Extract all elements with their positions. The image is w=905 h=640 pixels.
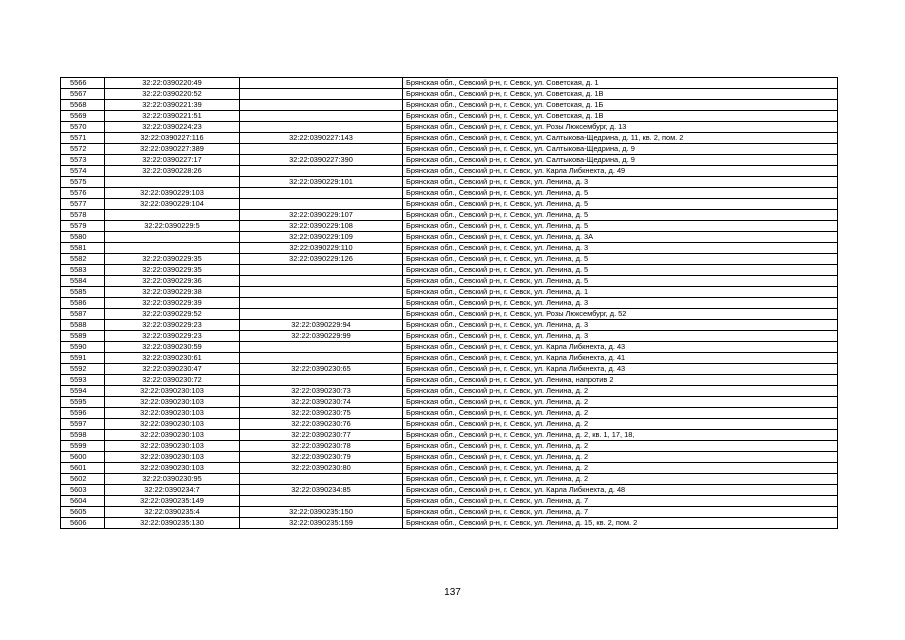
object-cadastral-number-cell — [240, 342, 403, 353]
address-cell: Брянская обл., Севский р-н, г. Севск, ул. Ленина, д. 7 — [403, 507, 838, 518]
row-number-cell: 5580 — [61, 232, 105, 243]
cadastral-number-cell: 32:22:0390220:49 — [105, 78, 240, 89]
object-cadastral-number-cell — [240, 111, 403, 122]
object-cadastral-number-cell: 32:22:0390229:107 — [240, 210, 403, 221]
table-row — [61, 298, 838, 309]
row-number-cell: 5592 — [61, 364, 105, 375]
object-cadastral-number-cell — [240, 298, 403, 309]
table-row — [61, 89, 838, 100]
table-row — [61, 320, 838, 331]
address-cell: Брянская обл., Севский р-н, г. Севск, ул. Советская, д. 1В — [403, 111, 838, 122]
object-cadastral-number-cell: 32:22:0390230:80 — [240, 463, 403, 474]
table-row — [61, 430, 838, 441]
table-row — [61, 177, 838, 188]
object-cadastral-number-cell — [240, 496, 403, 507]
cadastral-number-cell — [105, 243, 240, 254]
object-cadastral-number-cell: 32:22:0390229:109 — [240, 232, 403, 243]
object-cadastral-number-cell: 32:22:0390227:143 — [240, 133, 403, 144]
object-cadastral-number-cell — [240, 474, 403, 485]
object-cadastral-number-cell: 32:22:0390230:74 — [240, 397, 403, 408]
object-cadastral-number-cell: 32:22:0390229:110 — [240, 243, 403, 254]
address-cell: Брянская обл., Севский р-н, г. Севск, ул. Ленина, д. 5 — [403, 265, 838, 276]
address-cell: Брянская обл., Севский р-н, г. Севск, ул. Ленина, д. 3 — [403, 331, 838, 342]
cadastral-number-cell: 32:22:0390229:23 — [105, 331, 240, 342]
cadastral-number-cell: 32:22:0390230:95 — [105, 474, 240, 485]
table-row — [61, 419, 838, 430]
object-cadastral-number-cell — [240, 89, 403, 100]
cadastral-number-cell: 32:22:0390224:23 — [105, 122, 240, 133]
row-number-cell: 5602 — [61, 474, 105, 485]
table-row — [61, 342, 838, 353]
row-number-cell: 5569 — [61, 111, 105, 122]
table-row — [61, 331, 838, 342]
cadastral-number-cell: 32:22:0390229:104 — [105, 199, 240, 210]
row-number-cell: 5583 — [61, 265, 105, 276]
object-cadastral-number-cell: 32:22:0390230:65 — [240, 364, 403, 375]
table-row — [61, 408, 838, 419]
table-row — [61, 496, 838, 507]
cadastral-number-cell: 32:22:0390230:47 — [105, 364, 240, 375]
table-row — [61, 397, 838, 408]
cadastral-number-cell: 32:22:0390229:52 — [105, 309, 240, 320]
address-cell: Брянская обл., Севский р-н, г. Севск, ул. Ленина, напротив 2 — [403, 375, 838, 386]
cadastral-number-cell: 32:22:0390229:103 — [105, 188, 240, 199]
cadastral-number-cell: 32:22:0390229:38 — [105, 287, 240, 298]
object-cadastral-number-cell — [240, 287, 403, 298]
row-number-cell: 5581 — [61, 243, 105, 254]
registry-table — [60, 77, 838, 529]
table-row — [61, 122, 838, 133]
address-cell: Брянская обл., Севский р-н, г. Севск, ул. Ленина, д. 2 — [403, 408, 838, 419]
address-cell: Брянская обл., Севский р-н, г. Севск, ул. Ленина, д. 7 — [403, 496, 838, 507]
address-cell: Брянская обл., Севский р-н, г. Севск, ул. Розы Люксембург, д. 52 — [403, 309, 838, 320]
object-cadastral-number-cell: 32:22:0390230:78 — [240, 441, 403, 452]
cadastral-number-cell: 32:22:0390227:116 — [105, 133, 240, 144]
cadastral-number-cell: 32:22:0390235:4 — [105, 507, 240, 518]
address-cell: Брянская обл., Севский р-н, г. Севск, ул. Ленина, д. 3 — [403, 320, 838, 331]
cadastral-number-cell: 32:22:0390229:36 — [105, 276, 240, 287]
address-cell: Брянская обл., Севский р-н, г. Севск, ул. Ленина, д. 2 — [403, 419, 838, 430]
cadastral-number-cell: 32:22:0390229:5 — [105, 221, 240, 232]
cadastral-number-cell — [105, 232, 240, 243]
cadastral-number-cell: 32:22:0390220:52 — [105, 89, 240, 100]
row-number-cell: 5606 — [61, 518, 105, 529]
address-cell: Брянская обл., Севский р-н, г. Севск, ул. Ленина, д. 2 — [403, 474, 838, 485]
table-row — [61, 441, 838, 452]
address-cell: Брянская обл., Севский р-н, г. Севск, ул. Розы Люксембург, д. 13 — [403, 122, 838, 133]
object-cadastral-number-cell: 32:22:0390230:75 — [240, 408, 403, 419]
address-cell: Брянская обл., Севский р-н, г. Севск, ул. Ленина, д. 3 — [403, 177, 838, 188]
address-cell: Брянская обл., Севский р-н, г. Севск, ул. Ленина, д. 2 — [403, 452, 838, 463]
row-number-cell: 5590 — [61, 342, 105, 353]
cadastral-number-cell: 32:22:0390230:103 — [105, 441, 240, 452]
table-row — [61, 254, 838, 265]
cadastral-number-cell: 32:22:0390230:59 — [105, 342, 240, 353]
table-row — [61, 78, 838, 89]
address-cell: Брянская обл., Севский р-н, г. Севск, ул. Ленина, д. 2, кв. 1, 17, 18, — [403, 430, 838, 441]
cadastral-number-cell: 32:22:0390227:17 — [105, 155, 240, 166]
table-row — [61, 144, 838, 155]
object-cadastral-number-cell: 32:22:0390235:159 — [240, 518, 403, 529]
row-number-cell: 5572 — [61, 144, 105, 155]
row-number-cell: 5576 — [61, 188, 105, 199]
cadastral-number-cell: 32:22:0390230:103 — [105, 430, 240, 441]
table-row — [61, 518, 838, 529]
address-cell: Брянская обл., Севский р-н, г. Севск, ул. Ленина, д. 5 — [403, 276, 838, 287]
object-cadastral-number-cell: 32:22:0390235:150 — [240, 507, 403, 518]
cadastral-number-cell: 32:22:0390235:149 — [105, 496, 240, 507]
row-number-cell: 5574 — [61, 166, 105, 177]
address-cell: Брянская обл., Севский р-н, г. Севск, ул. Советская, д. 1 — [403, 78, 838, 89]
address-cell: Брянская обл., Севский р-н, г. Севск, ул. Ленина, д. 5 — [403, 188, 838, 199]
table-row — [61, 364, 838, 375]
object-cadastral-number-cell — [240, 100, 403, 111]
registry-table-body — [61, 78, 838, 529]
address-cell: Брянская обл., Севский р-н, г. Севск, ул. Ленина, д. 3 — [403, 298, 838, 309]
cadastral-number-cell: 32:22:0390228:26 — [105, 166, 240, 177]
object-cadastral-number-cell: 32:22:0390227:390 — [240, 155, 403, 166]
cadastral-number-cell — [105, 177, 240, 188]
table-row — [61, 463, 838, 474]
address-cell: Брянская обл., Севский р-н, г. Севск, ул. Ленина, д. 2 — [403, 463, 838, 474]
table-row — [61, 287, 838, 298]
row-number-cell: 5585 — [61, 287, 105, 298]
address-cell: Брянская обл., Севский р-н, г. Севск, ул. Ленина, д. 3А — [403, 232, 838, 243]
row-number-cell: 5566 — [61, 78, 105, 89]
cadastral-number-cell: 32:22:0390221:39 — [105, 100, 240, 111]
object-cadastral-number-cell — [240, 309, 403, 320]
table-row — [61, 386, 838, 397]
cadastral-number-cell: 32:22:0390230:103 — [105, 386, 240, 397]
address-cell: Брянская обл., Севский р-н, г. Севск, ул. Карла Либкнехта, д. 48 — [403, 485, 838, 496]
table-row — [61, 133, 838, 144]
cadastral-number-cell: 32:22:0390230:61 — [105, 353, 240, 364]
page-number: 137 — [444, 587, 461, 598]
row-number-cell: 5597 — [61, 419, 105, 430]
object-cadastral-number-cell: 32:22:0390230:79 — [240, 452, 403, 463]
row-number-cell: 5575 — [61, 177, 105, 188]
row-number-cell: 5573 — [61, 155, 105, 166]
address-cell: Брянская обл., Севский р-н, г. Севск, ул. Карла Либкнехта, д. 43 — [403, 364, 838, 375]
table-row — [61, 166, 838, 177]
row-number-cell: 5599 — [61, 441, 105, 452]
row-number-cell: 5603 — [61, 485, 105, 496]
row-number-cell: 5591 — [61, 353, 105, 364]
cadastral-number-cell: 32:22:0390227:389 — [105, 144, 240, 155]
table-row — [61, 221, 838, 232]
address-cell: Брянская обл., Севский р-н, г. Севск, ул. Ленина, д. 2 — [403, 397, 838, 408]
table-row — [61, 309, 838, 320]
cadastral-number-cell: 32:22:0390229:23 — [105, 320, 240, 331]
table-row — [61, 353, 838, 364]
row-number-cell: 5568 — [61, 100, 105, 111]
row-number-cell: 5584 — [61, 276, 105, 287]
row-number-cell: 5596 — [61, 408, 105, 419]
cadastral-number-cell: 32:22:0390230:103 — [105, 452, 240, 463]
cadastral-number-cell: 32:22:0390234:7 — [105, 485, 240, 496]
object-cadastral-number-cell: 32:22:0390229:99 — [240, 331, 403, 342]
row-number-cell: 5593 — [61, 375, 105, 386]
cadastral-number-cell: 32:22:0390230:103 — [105, 463, 240, 474]
table-row — [61, 111, 838, 122]
address-cell: Брянская обл., Севский р-н, г. Севск, ул. Ленина, д. 5 — [403, 221, 838, 232]
table-row — [61, 210, 838, 221]
row-number-cell: 5605 — [61, 507, 105, 518]
address-cell: Брянская обл., Севский р-н, г. Севск, ул. Ленина, д. 5 — [403, 199, 838, 210]
object-cadastral-number-cell — [240, 144, 403, 155]
cadastral-number-cell: 32:22:0390230:103 — [105, 419, 240, 430]
cadastral-number-cell: 32:22:0390230:103 — [105, 408, 240, 419]
table-row — [61, 507, 838, 518]
object-cadastral-number-cell: 32:22:0390230:76 — [240, 419, 403, 430]
address-cell: Брянская обл., Севский р-н, г. Севск, ул. Советская, д. 1В — [403, 89, 838, 100]
object-cadastral-number-cell — [240, 276, 403, 287]
cadastral-number-cell: 32:22:0390230:103 — [105, 397, 240, 408]
row-number-cell: 5588 — [61, 320, 105, 331]
address-cell: Брянская обл., Севский р-н, г. Севск, ул. Ленина, д. 5 — [403, 254, 838, 265]
address-cell: Брянская обл., Севский р-н, г. Севск, ул. Советская, д. 1Б — [403, 100, 838, 111]
row-number-cell: 5579 — [61, 221, 105, 232]
object-cadastral-number-cell — [240, 166, 403, 177]
object-cadastral-number-cell: 32:22:0390234:85 — [240, 485, 403, 496]
row-number-cell: 5594 — [61, 386, 105, 397]
object-cadastral-number-cell: 32:22:0390230:73 — [240, 386, 403, 397]
object-cadastral-number-cell — [240, 353, 403, 364]
row-number-cell: 5604 — [61, 496, 105, 507]
cadastral-number-cell: 32:22:0390229:35 — [105, 254, 240, 265]
address-cell: Брянская обл., Севский р-н, г. Севск, ул. Ленина, д. 2 — [403, 386, 838, 397]
address-cell: Брянская обл., Севский р-н, г. Севск, ул. Ленина, д. 2 — [403, 441, 838, 452]
address-cell: Брянская обл., Севский р-н, г. Севск, ул. Карла Либкнехта, д. 43 — [403, 342, 838, 353]
table-row — [61, 375, 838, 386]
address-cell: Брянская обл., Севский р-н, г. Севск, ул. Карла Либкнехта, д. 49 — [403, 166, 838, 177]
table-row — [61, 155, 838, 166]
table-row — [61, 100, 838, 111]
table-row — [61, 474, 838, 485]
row-number-cell: 5587 — [61, 309, 105, 320]
cadastral-number-cell — [105, 210, 240, 221]
row-number-cell: 5577 — [61, 199, 105, 210]
object-cadastral-number-cell — [240, 199, 403, 210]
table-row — [61, 199, 838, 210]
row-number-cell: 5600 — [61, 452, 105, 463]
object-cadastral-number-cell: 32:22:0390230:77 — [240, 430, 403, 441]
address-cell: Брянская обл., Севский р-н, г. Севск, ул. Салтыкова-Щедрина, д. 9 — [403, 144, 838, 155]
object-cadastral-number-cell: 32:22:0390229:101 — [240, 177, 403, 188]
object-cadastral-number-cell — [240, 122, 403, 133]
row-number-cell: 5586 — [61, 298, 105, 309]
table-row — [61, 485, 838, 496]
table-row — [61, 452, 838, 463]
row-number-cell: 5578 — [61, 210, 105, 221]
cadastral-number-cell: 32:22:0390221:51 — [105, 111, 240, 122]
table-row — [61, 188, 838, 199]
address-cell: Брянская обл., Севский р-н, г. Севск, ул. Ленина, д. 3 — [403, 243, 838, 254]
address-cell: Брянская обл., Севский р-н, г. Севск, ул. Карла Либкнехта, д. 41 — [403, 353, 838, 364]
table-row — [61, 232, 838, 243]
table-row — [61, 276, 838, 287]
object-cadastral-number-cell — [240, 375, 403, 386]
address-cell: Брянская обл., Севский р-н, г. Севск, ул. Ленина, д. 15, кв. 2, пом. 2 — [403, 518, 838, 529]
row-number-cell: 5567 — [61, 89, 105, 100]
address-cell: Брянская обл., Севский р-н, г. Севск, ул. Ленина, д. 5 — [403, 210, 838, 221]
object-cadastral-number-cell — [240, 265, 403, 276]
object-cadastral-number-cell: 32:22:0390229:94 — [240, 320, 403, 331]
cadastral-number-cell: 32:22:0390230:72 — [105, 375, 240, 386]
table-row — [61, 265, 838, 276]
cadastral-number-cell: 32:22:0390229:35 — [105, 265, 240, 276]
address-cell: Брянская обл., Севский р-н, г. Севск, ул. Ленина, д. 1 — [403, 287, 838, 298]
row-number-cell: 5595 — [61, 397, 105, 408]
address-cell: Брянская обл., Севский р-н, г. Севск, ул. Салтыкова-Щедрина, д. 11, кв. 2, пом. 2 — [403, 133, 838, 144]
row-number-cell: 5598 — [61, 430, 105, 441]
row-number-cell: 5570 — [61, 122, 105, 133]
object-cadastral-number-cell — [240, 188, 403, 199]
row-number-cell: 5589 — [61, 331, 105, 342]
object-cadastral-number-cell: 32:22:0390229:108 — [240, 221, 403, 232]
row-number-cell: 5582 — [61, 254, 105, 265]
cadastral-number-cell: 32:22:0390229:39 — [105, 298, 240, 309]
address-cell: Брянская обл., Севский р-н, г. Севск, ул. Салтыкова-Щедрина, д. 9 — [403, 155, 838, 166]
row-number-cell: 5601 — [61, 463, 105, 474]
row-number-cell: 5571 — [61, 133, 105, 144]
cadastral-number-cell: 32:22:0390235:130 — [105, 518, 240, 529]
object-cadastral-number-cell: 32:22:0390229:126 — [240, 254, 403, 265]
table-row — [61, 243, 838, 254]
object-cadastral-number-cell — [240, 78, 403, 89]
